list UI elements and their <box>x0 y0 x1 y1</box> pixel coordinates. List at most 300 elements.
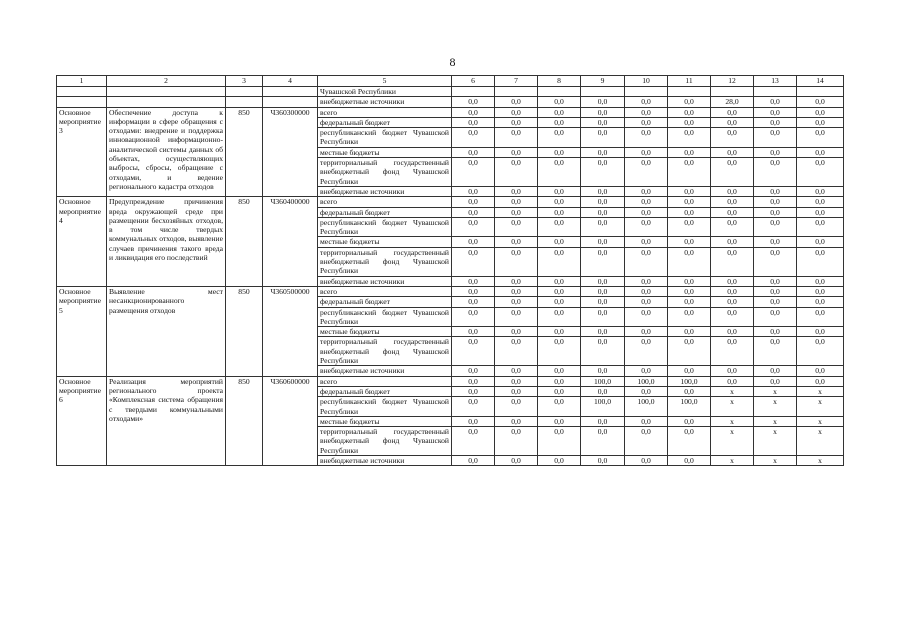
table-row <box>57 87 844 97</box>
activity-description: Реализация мероприятий регионального проекта «Комплексная система обращения с твердыми коммунальными отходами» <box>107 376 226 466</box>
value-cell: 0,0 <box>538 97 581 107</box>
value-cell: 0,0 <box>797 297 844 307</box>
value-cell: 100,0 <box>581 397 625 417</box>
funding-source-label: внебюджетные источники <box>318 276 452 286</box>
page-number: 8 <box>449 55 456 69</box>
value-cell: 0,0 <box>797 307 844 327</box>
value-cell: 0,0 <box>625 147 668 157</box>
value-cell: 0,0 <box>668 427 711 456</box>
value-cell: 0,0 <box>581 337 625 366</box>
value-cell: 0,0 <box>538 366 581 376</box>
empty-cell <box>107 97 226 107</box>
value-cell: 0,0 <box>668 297 711 307</box>
column-header: 6 <box>452 76 495 87</box>
value-cell: 0,0 <box>668 386 711 396</box>
value-cell: 0,0 <box>668 276 711 286</box>
column-header: 14 <box>797 76 844 87</box>
value-cell: 0,0 <box>625 427 668 456</box>
value-cell <box>711 87 754 97</box>
value-cell: x <box>711 416 754 426</box>
value-cell: 100,0 <box>625 376 668 386</box>
value-cell: 0,0 <box>452 117 495 127</box>
value-cell: 0,0 <box>495 247 538 276</box>
value-cell: 100,0 <box>668 376 711 386</box>
value-cell: 0,0 <box>711 158 754 187</box>
funding-source-label: внебюджетные источники <box>318 97 452 107</box>
value-cell: 0,0 <box>452 397 495 417</box>
funding-source-label: внебюджетные источники <box>318 366 452 376</box>
funding-source-label: федеральный бюджет <box>318 207 452 217</box>
value-cell: 0,0 <box>754 327 797 337</box>
value-cell: 0,0 <box>581 276 625 286</box>
value-cell <box>754 87 797 97</box>
value-cell: 0,0 <box>754 297 797 307</box>
column-header: 12 <box>711 76 754 87</box>
funding-source-label: федеральный бюджет <box>318 386 452 396</box>
value-cell: 0,0 <box>495 158 538 187</box>
column-number-row <box>57 76 844 87</box>
value-cell: 0,0 <box>711 247 754 276</box>
value-cell: 0,0 <box>668 327 711 337</box>
value-cell: 0,0 <box>581 97 625 107</box>
value-cell: 0,0 <box>452 427 495 456</box>
value-cell: 0,0 <box>581 386 625 396</box>
value-cell: 28,0 <box>711 97 754 107</box>
funding-source-label: местные бюджеты <box>318 416 452 426</box>
value-cell: 0,0 <box>754 147 797 157</box>
value-cell: 0,0 <box>711 147 754 157</box>
value-cell: 0,0 <box>538 237 581 247</box>
empty-cell <box>263 97 318 107</box>
value-cell: 0,0 <box>797 217 844 237</box>
value-cell: 0,0 <box>538 147 581 157</box>
table-row <box>57 97 844 107</box>
funding-source-label: внебюджетные источники <box>318 186 452 196</box>
value-cell: 0,0 <box>581 147 625 157</box>
value-cell: 0,0 <box>625 207 668 217</box>
empty-cell <box>263 87 318 97</box>
value-cell: 0,0 <box>754 276 797 286</box>
value-cell: 0,0 <box>538 158 581 187</box>
value-cell: 0,0 <box>625 237 668 247</box>
value-cell: x <box>711 386 754 396</box>
value-cell: 0,0 <box>797 97 844 107</box>
value-cell: 0,0 <box>538 117 581 127</box>
column-header: 1 <box>57 76 107 87</box>
value-cell: 0,0 <box>452 386 495 396</box>
value-cell: 0,0 <box>711 337 754 366</box>
value-cell: 0,0 <box>797 107 844 117</box>
funding-source-label: республиканский бюджет Чувашской Республики <box>318 217 452 237</box>
value-cell: 0,0 <box>452 197 495 207</box>
budget-classification-code: Ч360300000 <box>263 107 318 197</box>
value-cell: 0,0 <box>754 207 797 217</box>
value-cell <box>452 87 495 97</box>
value-cell: 0,0 <box>668 197 711 207</box>
funding-source-label: всего <box>318 376 452 386</box>
value-cell: 0,0 <box>668 147 711 157</box>
value-cell: 0,0 <box>538 128 581 148</box>
value-cell: 0,0 <box>538 217 581 237</box>
activity-name: Основное мероприятие 3 <box>57 107 107 197</box>
value-cell: 0,0 <box>668 416 711 426</box>
value-cell: 0,0 <box>797 147 844 157</box>
table-row <box>57 107 844 117</box>
value-cell: 0,0 <box>797 366 844 376</box>
value-cell: 0,0 <box>754 337 797 366</box>
table-row <box>57 197 844 207</box>
value-cell: 0,0 <box>711 286 754 296</box>
value-cell: 0,0 <box>668 207 711 217</box>
funding-source-label: территориальный государственный внебюджетный фонд Чувашской Республики <box>318 158 452 187</box>
value-cell: 0,0 <box>452 107 495 117</box>
value-cell: x <box>797 397 844 417</box>
value-cell: 0,0 <box>581 366 625 376</box>
value-cell: 0,0 <box>711 128 754 148</box>
value-cell: x <box>754 386 797 396</box>
empty-cell <box>226 97 263 107</box>
value-cell: 0,0 <box>538 455 581 465</box>
value-cell: 0,0 <box>581 416 625 426</box>
value-cell: 0,0 <box>625 416 668 426</box>
value-cell: 0,0 <box>668 286 711 296</box>
value-cell: 0,0 <box>581 197 625 207</box>
value-cell: 0,0 <box>625 307 668 327</box>
value-cell: 0,0 <box>581 237 625 247</box>
value-cell: 0,0 <box>754 197 797 207</box>
value-cell: 0,0 <box>581 307 625 327</box>
value-cell: 0,0 <box>711 366 754 376</box>
activity-description: Предупреждение причинения вреда окружающей среде при размещении бесхозяйных отходов, в том числе твердых коммунальных отходов, выявление случаев причинения такого вреда и ликвидация его последствий <box>107 197 226 287</box>
funding-source-label: внебюджетные источники <box>318 455 452 465</box>
value-cell: x <box>797 455 844 465</box>
value-cell: x <box>711 397 754 417</box>
value-cell: 0,0 <box>754 128 797 148</box>
value-cell <box>495 87 538 97</box>
value-cell: 0,0 <box>797 276 844 286</box>
value-cell: 0,0 <box>452 297 495 307</box>
value-cell: 0,0 <box>625 97 668 107</box>
value-cell: 0,0 <box>495 117 538 127</box>
value-cell: 0,0 <box>668 107 711 117</box>
value-cell: 0,0 <box>495 197 538 207</box>
column-header: 11 <box>668 76 711 87</box>
value-cell: 0,0 <box>495 366 538 376</box>
value-cell: 0,0 <box>668 366 711 376</box>
value-cell: 0,0 <box>711 107 754 117</box>
value-cell: 0,0 <box>797 376 844 386</box>
value-cell: 0,0 <box>538 247 581 276</box>
value-cell: 0,0 <box>452 376 495 386</box>
value-cell: 0,0 <box>452 286 495 296</box>
value-cell: 0,0 <box>581 427 625 456</box>
value-cell: 0,0 <box>625 455 668 465</box>
value-cell: 0,0 <box>668 247 711 276</box>
value-cell <box>625 87 668 97</box>
value-cell: 0,0 <box>495 147 538 157</box>
value-cell: x <box>797 427 844 456</box>
value-cell: 0,0 <box>625 366 668 376</box>
value-cell: 0,0 <box>668 97 711 107</box>
value-cell: 0,0 <box>452 337 495 366</box>
funding-source-label: федеральный бюджет <box>318 117 452 127</box>
table-row <box>57 286 844 296</box>
funding-source-label: территориальный государственный внебюджетный фонд Чувашской Республики <box>318 427 452 456</box>
empty-cell <box>57 87 107 97</box>
value-cell: 0,0 <box>581 207 625 217</box>
value-cell: 0,0 <box>495 128 538 148</box>
value-cell: 0,0 <box>452 186 495 196</box>
column-header: 10 <box>625 76 668 87</box>
value-cell: 0,0 <box>711 297 754 307</box>
value-cell: 0,0 <box>581 128 625 148</box>
value-cell: 0,0 <box>797 158 844 187</box>
grbs-code: 850 <box>226 376 263 466</box>
value-cell <box>581 87 625 97</box>
value-cell: 0,0 <box>625 128 668 148</box>
budget-classification-code: Ч360400000 <box>263 197 318 287</box>
value-cell: 0,0 <box>452 276 495 286</box>
value-cell: 0,0 <box>754 307 797 327</box>
value-cell: 0,0 <box>495 397 538 417</box>
value-cell: 0,0 <box>668 455 711 465</box>
column-header: 3 <box>226 76 263 87</box>
value-cell: 0,0 <box>495 237 538 247</box>
value-cell: 0,0 <box>538 297 581 307</box>
value-cell: 0,0 <box>711 237 754 247</box>
value-cell: 0,0 <box>495 455 538 465</box>
value-cell: 0,0 <box>581 117 625 127</box>
value-cell: 0,0 <box>495 97 538 107</box>
value-cell: 0,0 <box>452 366 495 376</box>
value-cell: 0,0 <box>797 197 844 207</box>
value-cell: 0,0 <box>625 276 668 286</box>
value-cell: 0,0 <box>452 128 495 148</box>
value-cell: 0,0 <box>754 186 797 196</box>
funding-source-label: федеральный бюджет <box>318 297 452 307</box>
activity-description: Выявление мест несанкционированного размещения отходов <box>107 286 226 376</box>
grbs-code: 850 <box>226 286 263 376</box>
value-cell: 0,0 <box>495 327 538 337</box>
value-cell: 0,0 <box>625 337 668 366</box>
value-cell: 0,0 <box>668 337 711 366</box>
value-cell: 0,0 <box>711 197 754 207</box>
value-cell: 0,0 <box>711 376 754 386</box>
value-cell: 0,0 <box>495 186 538 196</box>
value-cell: x <box>711 455 754 465</box>
value-cell: 0,0 <box>452 147 495 157</box>
value-cell: 0,0 <box>581 107 625 117</box>
value-cell: 0,0 <box>754 237 797 247</box>
value-cell: 0,0 <box>495 286 538 296</box>
value-cell: 0,0 <box>797 337 844 366</box>
value-cell: 0,0 <box>668 217 711 237</box>
value-cell: 0,0 <box>495 297 538 307</box>
activity-description: Обеспечение доступа к информации в сфере обращения с отходами: внедрение и поддержка инновационной информационно-аналитической системы данных об объектах, осуществляющих выбросы, сбросы, обращение с отходами, и ведение регионального кадастра отходов <box>107 107 226 197</box>
value-cell: 0,0 <box>797 327 844 337</box>
value-cell: 100,0 <box>625 397 668 417</box>
value-cell: 0,0 <box>452 327 495 337</box>
value-cell: 0,0 <box>625 286 668 296</box>
table-row <box>57 376 844 386</box>
value-cell: 0,0 <box>538 416 581 426</box>
value-cell: 0,0 <box>625 386 668 396</box>
value-cell: 0,0 <box>538 107 581 117</box>
budget-classification-code: Ч360600000 <box>263 376 318 466</box>
value-cell: 0,0 <box>452 207 495 217</box>
value-cell <box>538 87 581 97</box>
value-cell: x <box>754 427 797 456</box>
value-cell: 0,0 <box>668 186 711 196</box>
value-cell: 0,0 <box>711 327 754 337</box>
value-cell: 0,0 <box>581 297 625 307</box>
value-cell: 0,0 <box>754 117 797 127</box>
value-cell: x <box>754 416 797 426</box>
column-header: 2 <box>107 76 226 87</box>
value-cell: 0,0 <box>538 397 581 417</box>
value-cell: 0,0 <box>711 186 754 196</box>
empty-cell <box>107 87 226 97</box>
value-cell: 0,0 <box>754 286 797 296</box>
funding-source-label: Чувашской Республики <box>318 87 452 97</box>
value-cell: 0,0 <box>495 217 538 237</box>
value-cell: 0,0 <box>538 286 581 296</box>
value-cell: 0,0 <box>495 276 538 286</box>
value-cell: 0,0 <box>668 307 711 327</box>
grbs-code: 850 <box>226 197 263 287</box>
value-cell: 0,0 <box>538 427 581 456</box>
value-cell: 0,0 <box>754 247 797 276</box>
column-header: 5 <box>318 76 452 87</box>
funding-source-label: республиканский бюджет Чувашской Республики <box>318 397 452 417</box>
funding-source-label: местные бюджеты <box>318 147 452 157</box>
budget-classification-code: Ч360500000 <box>263 286 318 376</box>
value-cell: 0,0 <box>797 128 844 148</box>
value-cell: 0,0 <box>495 416 538 426</box>
value-cell: 0,0 <box>538 376 581 386</box>
value-cell: 0,0 <box>452 455 495 465</box>
funding-source-label: территориальный государственный внебюджетный фонд Чувашской Республики <box>318 337 452 366</box>
column-header: 4 <box>263 76 318 87</box>
value-cell <box>797 87 844 97</box>
value-cell: 0,0 <box>797 207 844 217</box>
value-cell: x <box>754 397 797 417</box>
value-cell: 0,0 <box>754 158 797 187</box>
value-cell: 0,0 <box>538 276 581 286</box>
value-cell: x <box>797 416 844 426</box>
column-header: 8 <box>538 76 581 87</box>
value-cell: x <box>711 427 754 456</box>
value-cell: 0,0 <box>452 158 495 187</box>
value-cell: 0,0 <box>668 117 711 127</box>
value-cell: 0,0 <box>625 107 668 117</box>
value-cell: 0,0 <box>711 276 754 286</box>
grbs-code: 850 <box>226 107 263 197</box>
value-cell: 0,0 <box>538 337 581 366</box>
value-cell: 0,0 <box>452 247 495 276</box>
value-cell: 0,0 <box>625 158 668 187</box>
value-cell: 0,0 <box>538 197 581 207</box>
value-cell: 0,0 <box>797 117 844 127</box>
value-cell: 0,0 <box>581 247 625 276</box>
value-cell: 0,0 <box>797 247 844 276</box>
value-cell: 0,0 <box>452 97 495 107</box>
value-cell: 0,0 <box>625 297 668 307</box>
value-cell: 0,0 <box>495 207 538 217</box>
value-cell: x <box>754 455 797 465</box>
column-header: 13 <box>754 76 797 87</box>
value-cell: 0,0 <box>754 107 797 117</box>
value-cell: 0,0 <box>625 197 668 207</box>
value-cell: 0,0 <box>495 376 538 386</box>
value-cell: 0,0 <box>581 186 625 196</box>
value-cell: 0,0 <box>625 117 668 127</box>
value-cell <box>668 87 711 97</box>
value-cell: 0,0 <box>495 307 538 327</box>
value-cell: 0,0 <box>797 186 844 196</box>
value-cell: 0,0 <box>668 128 711 148</box>
activity-name: Основное мероприятие 5 <box>57 286 107 376</box>
value-cell: 0,0 <box>711 307 754 327</box>
empty-cell <box>57 97 107 107</box>
value-cell: 0,0 <box>538 386 581 396</box>
value-cell: 0,0 <box>495 107 538 117</box>
value-cell: 0,0 <box>452 416 495 426</box>
value-cell: 0,0 <box>625 247 668 276</box>
value-cell: 0,0 <box>625 186 668 196</box>
empty-cell <box>226 87 263 97</box>
funding-source-label: всего <box>318 286 452 296</box>
column-header: 9 <box>581 76 625 87</box>
column-header: 7 <box>495 76 538 87</box>
value-cell: 0,0 <box>754 97 797 107</box>
value-cell: 0,0 <box>625 327 668 337</box>
value-cell: 0,0 <box>711 117 754 127</box>
value-cell: 0,0 <box>538 307 581 327</box>
value-cell: 0,0 <box>495 337 538 366</box>
value-cell: 0,0 <box>711 207 754 217</box>
value-cell: 0,0 <box>452 237 495 247</box>
value-cell: 0,0 <box>581 217 625 237</box>
value-cell: 0,0 <box>668 237 711 247</box>
funding-source-label: местные бюджеты <box>318 237 452 247</box>
value-cell: 100,0 <box>581 376 625 386</box>
value-cell: 0,0 <box>581 158 625 187</box>
value-cell: 0,0 <box>581 286 625 296</box>
value-cell: x <box>797 386 844 396</box>
funding-source-label: местные бюджеты <box>318 327 452 337</box>
value-cell: 100,0 <box>668 397 711 417</box>
value-cell: 0,0 <box>581 327 625 337</box>
activity-name: Основное мероприятие 6 <box>57 376 107 466</box>
value-cell: 0,0 <box>625 217 668 237</box>
value-cell: 0,0 <box>754 376 797 386</box>
value-cell: 0,0 <box>495 427 538 456</box>
value-cell: 0,0 <box>668 158 711 187</box>
value-cell: 0,0 <box>754 217 797 237</box>
value-cell: 0,0 <box>452 217 495 237</box>
value-cell: 0,0 <box>581 455 625 465</box>
value-cell: 0,0 <box>538 327 581 337</box>
value-cell: 0,0 <box>711 217 754 237</box>
value-cell: 0,0 <box>538 186 581 196</box>
value-cell: 0,0 <box>797 286 844 296</box>
value-cell: 0,0 <box>797 237 844 247</box>
activity-name: Основное мероприятие 4 <box>57 197 107 287</box>
funding-source-label: республиканский бюджет Чувашской Республики <box>318 128 452 148</box>
funding-source-label: всего <box>318 107 452 117</box>
funding-source-label: всего <box>318 197 452 207</box>
